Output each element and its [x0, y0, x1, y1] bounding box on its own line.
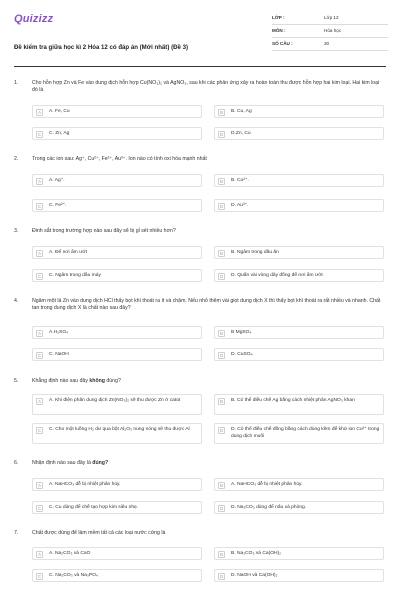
meta-row-subject	[272, 25, 388, 38]
question-4	[14, 298, 386, 366]
option-letter-badge: A	[36, 178, 43, 185]
page-title: Đề kiểm tra giữa học kì 2 Hóa 12 có đáp án (Mới nhất) (Đề 3)	[14, 44, 188, 51]
meta-key: MÔN :	[272, 27, 286, 33]
option-c[interactable]	[32, 199, 202, 212]
option-a[interactable]	[32, 394, 202, 415]
meta-value: 30	[324, 40, 330, 46]
question-1	[14, 80, 386, 145]
worksheet-header	[14, 12, 386, 58]
option-letter-badge: C	[37, 353, 42, 358]
question-text-part: đúng?	[104, 378, 121, 384]
question-number: 5.	[14, 378, 19, 384]
option-letter-badge: A	[36, 551, 43, 558]
option-letter-badge: D	[219, 506, 224, 511]
option-letter-badge: D	[219, 132, 224, 137]
option-a[interactable]	[32, 326, 202, 339]
option-letter-badge: D	[219, 574, 224, 579]
question-text-part: Nhận định nào sau đây là	[32, 460, 93, 466]
option-text: B. Cu, Ag	[231, 109, 252, 114]
meta-value: Hóa học	[324, 27, 342, 33]
option-d[interactable]	[214, 501, 384, 514]
option-b[interactable]	[214, 105, 384, 118]
option-letter-badge: B	[218, 551, 225, 558]
option-text: C. Fe²⁺.	[49, 203, 67, 208]
meta-row-count	[272, 38, 388, 51]
option-b[interactable]	[214, 326, 384, 339]
option-letter-badge: D	[219, 353, 224, 358]
option-letter-badge: A	[36, 482, 43, 489]
option-c[interactable]	[32, 348, 202, 361]
question-3	[14, 228, 386, 288]
option-a[interactable]	[32, 174, 202, 187]
option-c[interactable]	[32, 501, 202, 514]
option-letter-badge: C	[37, 506, 42, 511]
option-a[interactable]	[32, 547, 202, 560]
question-text: Trong các ion sau: Ag⁺, Cu²⁺, Fe²⁺, Au³⁺. Ion nào có tính oxi hóa mạnh nhất	[32, 156, 207, 162]
option-text: D. Quấn vài vòng dây đồng để nơi ẩm ướt	[231, 273, 323, 278]
question-number: 2.	[14, 156, 19, 162]
question-5	[14, 378, 386, 450]
option-d[interactable]	[214, 348, 384, 361]
option-letter-badge: B	[218, 109, 225, 116]
question-6	[14, 460, 386, 520]
option-letter-badge: D	[219, 204, 224, 209]
option-text: A.H₂SO₄	[49, 330, 69, 335]
meta-value: Lớp 12	[324, 14, 339, 20]
option-b[interactable]	[214, 394, 384, 415]
option-text: C. Cho một luồng H₂ dư qua bột Al₂O₃ nung nóng sẽ thu được Al	[49, 427, 190, 432]
option-text: A. NaHCO₃ dễ bị nhiệt phân hủy.	[49, 482, 121, 487]
meta-row-class	[272, 12, 388, 25]
question-text	[32, 460, 382, 467]
header-divider	[14, 66, 386, 67]
question-number: 3.	[14, 228, 19, 234]
option-text: B. Có thể điều chế Ag bằng cách nhiệt phân AgNO₃ khan	[231, 398, 355, 403]
option-letter-badge: C	[37, 204, 42, 209]
meta-key: LỚP :	[272, 14, 285, 20]
option-c[interactable]	[32, 569, 202, 582]
question-text: Ngâm một lá Zn vào dung dịch HCl thấy bọt khí thoát ra ít và chậm. Nếu nhỏ thêm vài giọt dung dịch X thì thấy bọt khí thoát ra rất nhiều và nhanh. Chất tan trong dung dịch X là chất nào sau đây?	[32, 298, 381, 312]
option-c[interactable]	[32, 423, 202, 444]
option-text: C. Ngâm trong dầu máy	[49, 273, 101, 278]
option-b[interactable]	[214, 478, 384, 491]
option-text: A. Na₂CO₃ và CaO	[49, 551, 91, 556]
option-d[interactable]	[214, 199, 384, 212]
option-letter-badge: A	[36, 398, 43, 405]
question-text: Cho hỗn hợp Zn và Fe vào dung dịch hỗn hợp Cu(NO₃)₂ và AgNO₃, sau khi các phản ứng xảy ra hoàn toàn thu được hỗn hợp hai kim loại. Hai kim loại đó là	[32, 80, 380, 94]
option-text: A. Fe, Cu	[49, 109, 70, 114]
option-text: C. Zn, Ag	[49, 131, 70, 136]
option-text: C. NaOH	[49, 352, 69, 357]
question-2	[14, 156, 386, 216]
option-letter-badge: C	[37, 274, 42, 279]
option-text: A. Ag⁺.	[49, 178, 65, 183]
option-text: A. NaHCO₃ dễ bị nhiệt phân hủy.	[231, 482, 303, 487]
option-text: D. Na₂CO₃ dùng để nấu xà phòng.	[231, 505, 307, 510]
option-d[interactable]	[214, 127, 384, 140]
meta-key: SỐ CÂU :	[272, 40, 293, 46]
option-letter-badge: C	[37, 132, 42, 137]
option-letter-badge: A	[36, 250, 43, 257]
question-7	[14, 530, 386, 592]
option-text: B. Ngâm trong dầu ăn	[231, 250, 279, 255]
option-letter-badge: B	[218, 482, 225, 489]
question-number: 4.	[14, 298, 19, 304]
option-d[interactable]	[214, 423, 384, 444]
option-d[interactable]	[214, 269, 384, 282]
option-b[interactable]	[214, 174, 384, 187]
option-letter-badge: B	[218, 330, 225, 337]
option-text: B MgSO₄	[231, 330, 252, 335]
option-text: B. Na₂CO₃ và Ca(OH)₂	[231, 551, 282, 556]
quizizz-logo: Quizizz	[14, 13, 54, 25]
option-letter-badge: B	[218, 398, 225, 405]
option-text: C. Na₂CO₃ và Na₃PO₄	[49, 573, 98, 578]
option-a[interactable]	[32, 478, 202, 491]
option-text: D. NaOH và Ca(OH)₂	[231, 573, 278, 578]
question-text-part: Khẳng định nào sau đây	[32, 378, 90, 384]
question-number: 6.	[14, 460, 19, 466]
option-b[interactable]	[214, 246, 384, 259]
question-number: 1.	[14, 80, 19, 86]
option-text: A. Để nơi ẩm ướt	[49, 250, 87, 255]
option-text: A. Khi điện phân dung dịch Zn(NO₃)₂ sẽ thu được Zn ở catot	[49, 398, 181, 403]
option-c[interactable]	[32, 127, 202, 140]
question-text	[32, 378, 382, 385]
option-text: C. Cu dùng để chế tạo hợp kim siêu nhẹ.	[49, 505, 139, 510]
question-number: 7.	[14, 530, 19, 536]
option-a[interactable]	[32, 105, 202, 118]
option-b[interactable]	[214, 547, 384, 560]
question-text-emphasis: không	[89, 378, 105, 384]
option-letter-badge: A	[36, 109, 43, 116]
option-letter-badge: B	[218, 178, 225, 185]
meta-table	[272, 12, 388, 51]
option-letter-badge: D	[219, 274, 224, 279]
option-letter-badge: A	[36, 330, 43, 337]
option-letter-badge: D	[219, 428, 224, 433]
option-letter-badge: C	[37, 428, 42, 433]
question-text-emphasis: đúng?	[92, 460, 109, 466]
option-text: D.Zn, Cu	[231, 131, 251, 136]
option-letter-badge: B	[218, 250, 225, 257]
option-text: D. CuSO₄	[231, 352, 253, 357]
option-d[interactable]	[214, 569, 384, 582]
question-text: Đinh sắt trong trường hợp nào sau đây sẽ bị gỉ sét nhiều hơn?	[32, 228, 176, 234]
option-text: D. Có thể điều chế đồng bằng cách dùng kẽm để khử ion Cu²⁺ trong dung dịch muối	[231, 427, 380, 439]
question-text: Chất được dùng để làm mềm tất cả các loại nước cứng là	[32, 530, 166, 536]
option-text: B. Cu²⁺.	[231, 178, 249, 183]
option-letter-badge: C	[37, 574, 42, 579]
option-a[interactable]	[32, 246, 202, 259]
option-c[interactable]	[32, 269, 202, 282]
option-text: D. Au³⁺.	[231, 203, 249, 208]
